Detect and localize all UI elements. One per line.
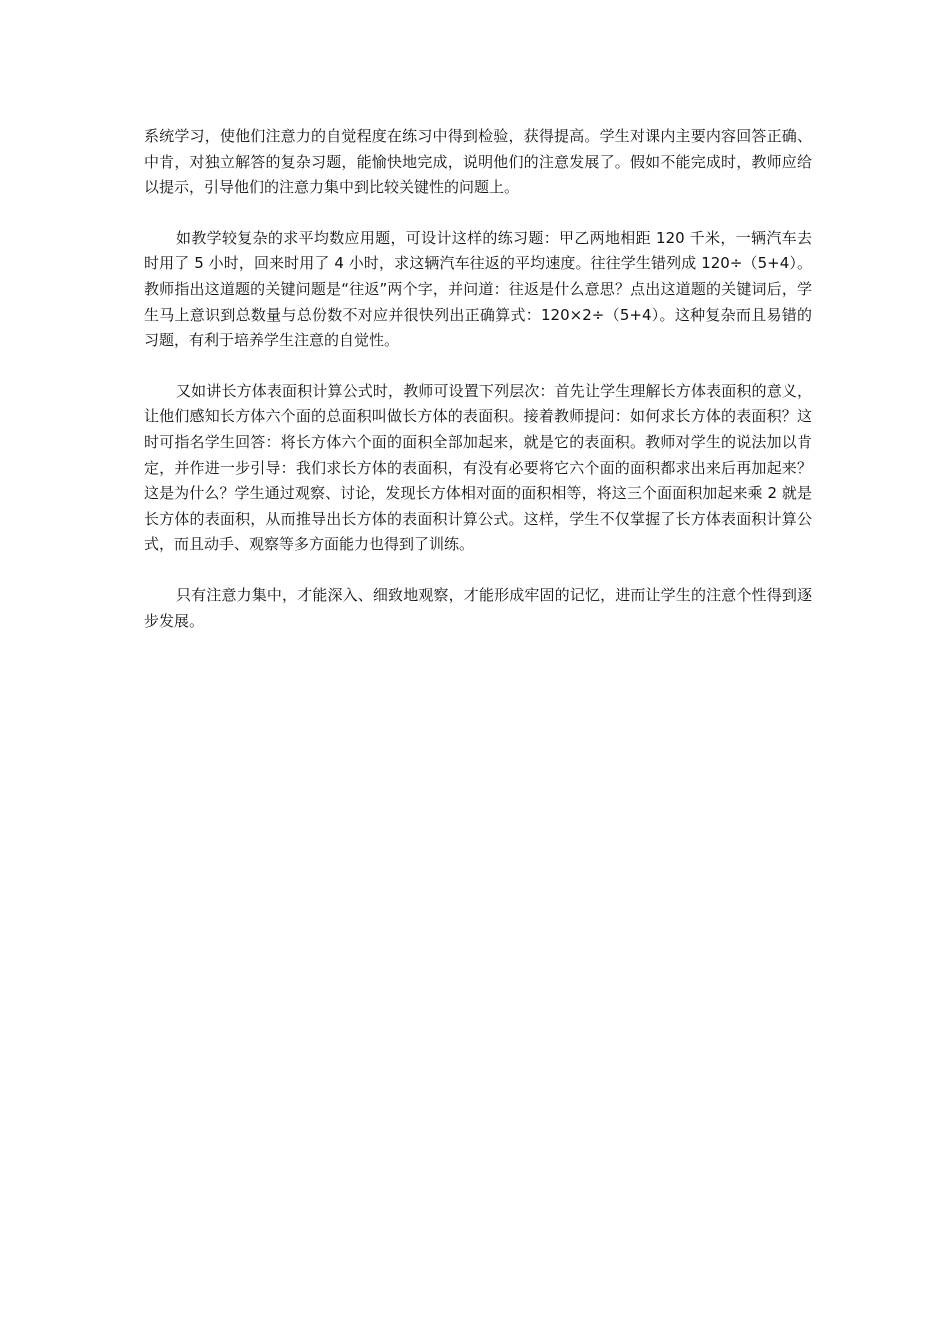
- paragraph-3: 又如讲长方体表面积计算公式时，教师可设置下列层次：首先让学生理解长方体表面积的意义，让他们感知长方体六个面的总面积叫做长方体的表面积。接着教师提问：如何求长方体的表面积？这时可指名学生回答：将长方体六个面的面积全部加起来，就是它的表面积。教师对学生的说法加以肯定，并作进一步引导：我们求长方体的表面积，有没有必要将它六个面的面积都求出来后再加起来？这是为什么？学生通过观察、讨论，发现长方体相对面的面积相等，将这三个面面积加起来乘 2 就是长方体的表面积，从而推导出长方体的表面积计算公式。这样，学生不仅掌握了长方体表面积计算公式，而且动手、观察等多方面能力也得到了训练。: [144, 381, 812, 554]
- paragraph-4: 只有注意力集中，才能深入、细致地观察，才能形成牢固的记忆，进而让学生的注意个性得到逐步发展。: [144, 585, 812, 630]
- paragraph-1: 系统学习，使他们注意力的自觉程度在练习中得到检验，获得提高。学生对课内主要内容回答正确、中肯，对独立解答的复杂习题，能愉快地完成，说明他们的注意发展了。假如不能完成时，教师应给以提示，引导他们的注意力集中到比较关键性的问题上。: [144, 127, 812, 197]
- document-body: [144, 124, 812, 659]
- paragraph-2: 如教学较复杂的求平均数应用题，可设计这样的练习题：甲乙两地相距 120 千米，一辆汽车去时用了 5 小时，回来时用了 4 小时，求这辆汽车往返的平均速度。往往学生错列成 120÷（5+4）。教师指出这道题的关键问题是“往返”两个字，并问道：往返是什么意思？点出这道题的关键词后，学生马上意识到总数量与总份数不对应并很快列出正确算式：120×2÷（5+4）。这种复杂而且易错的习题，有利于培养学生注意的自觉性。: [144, 228, 812, 350]
